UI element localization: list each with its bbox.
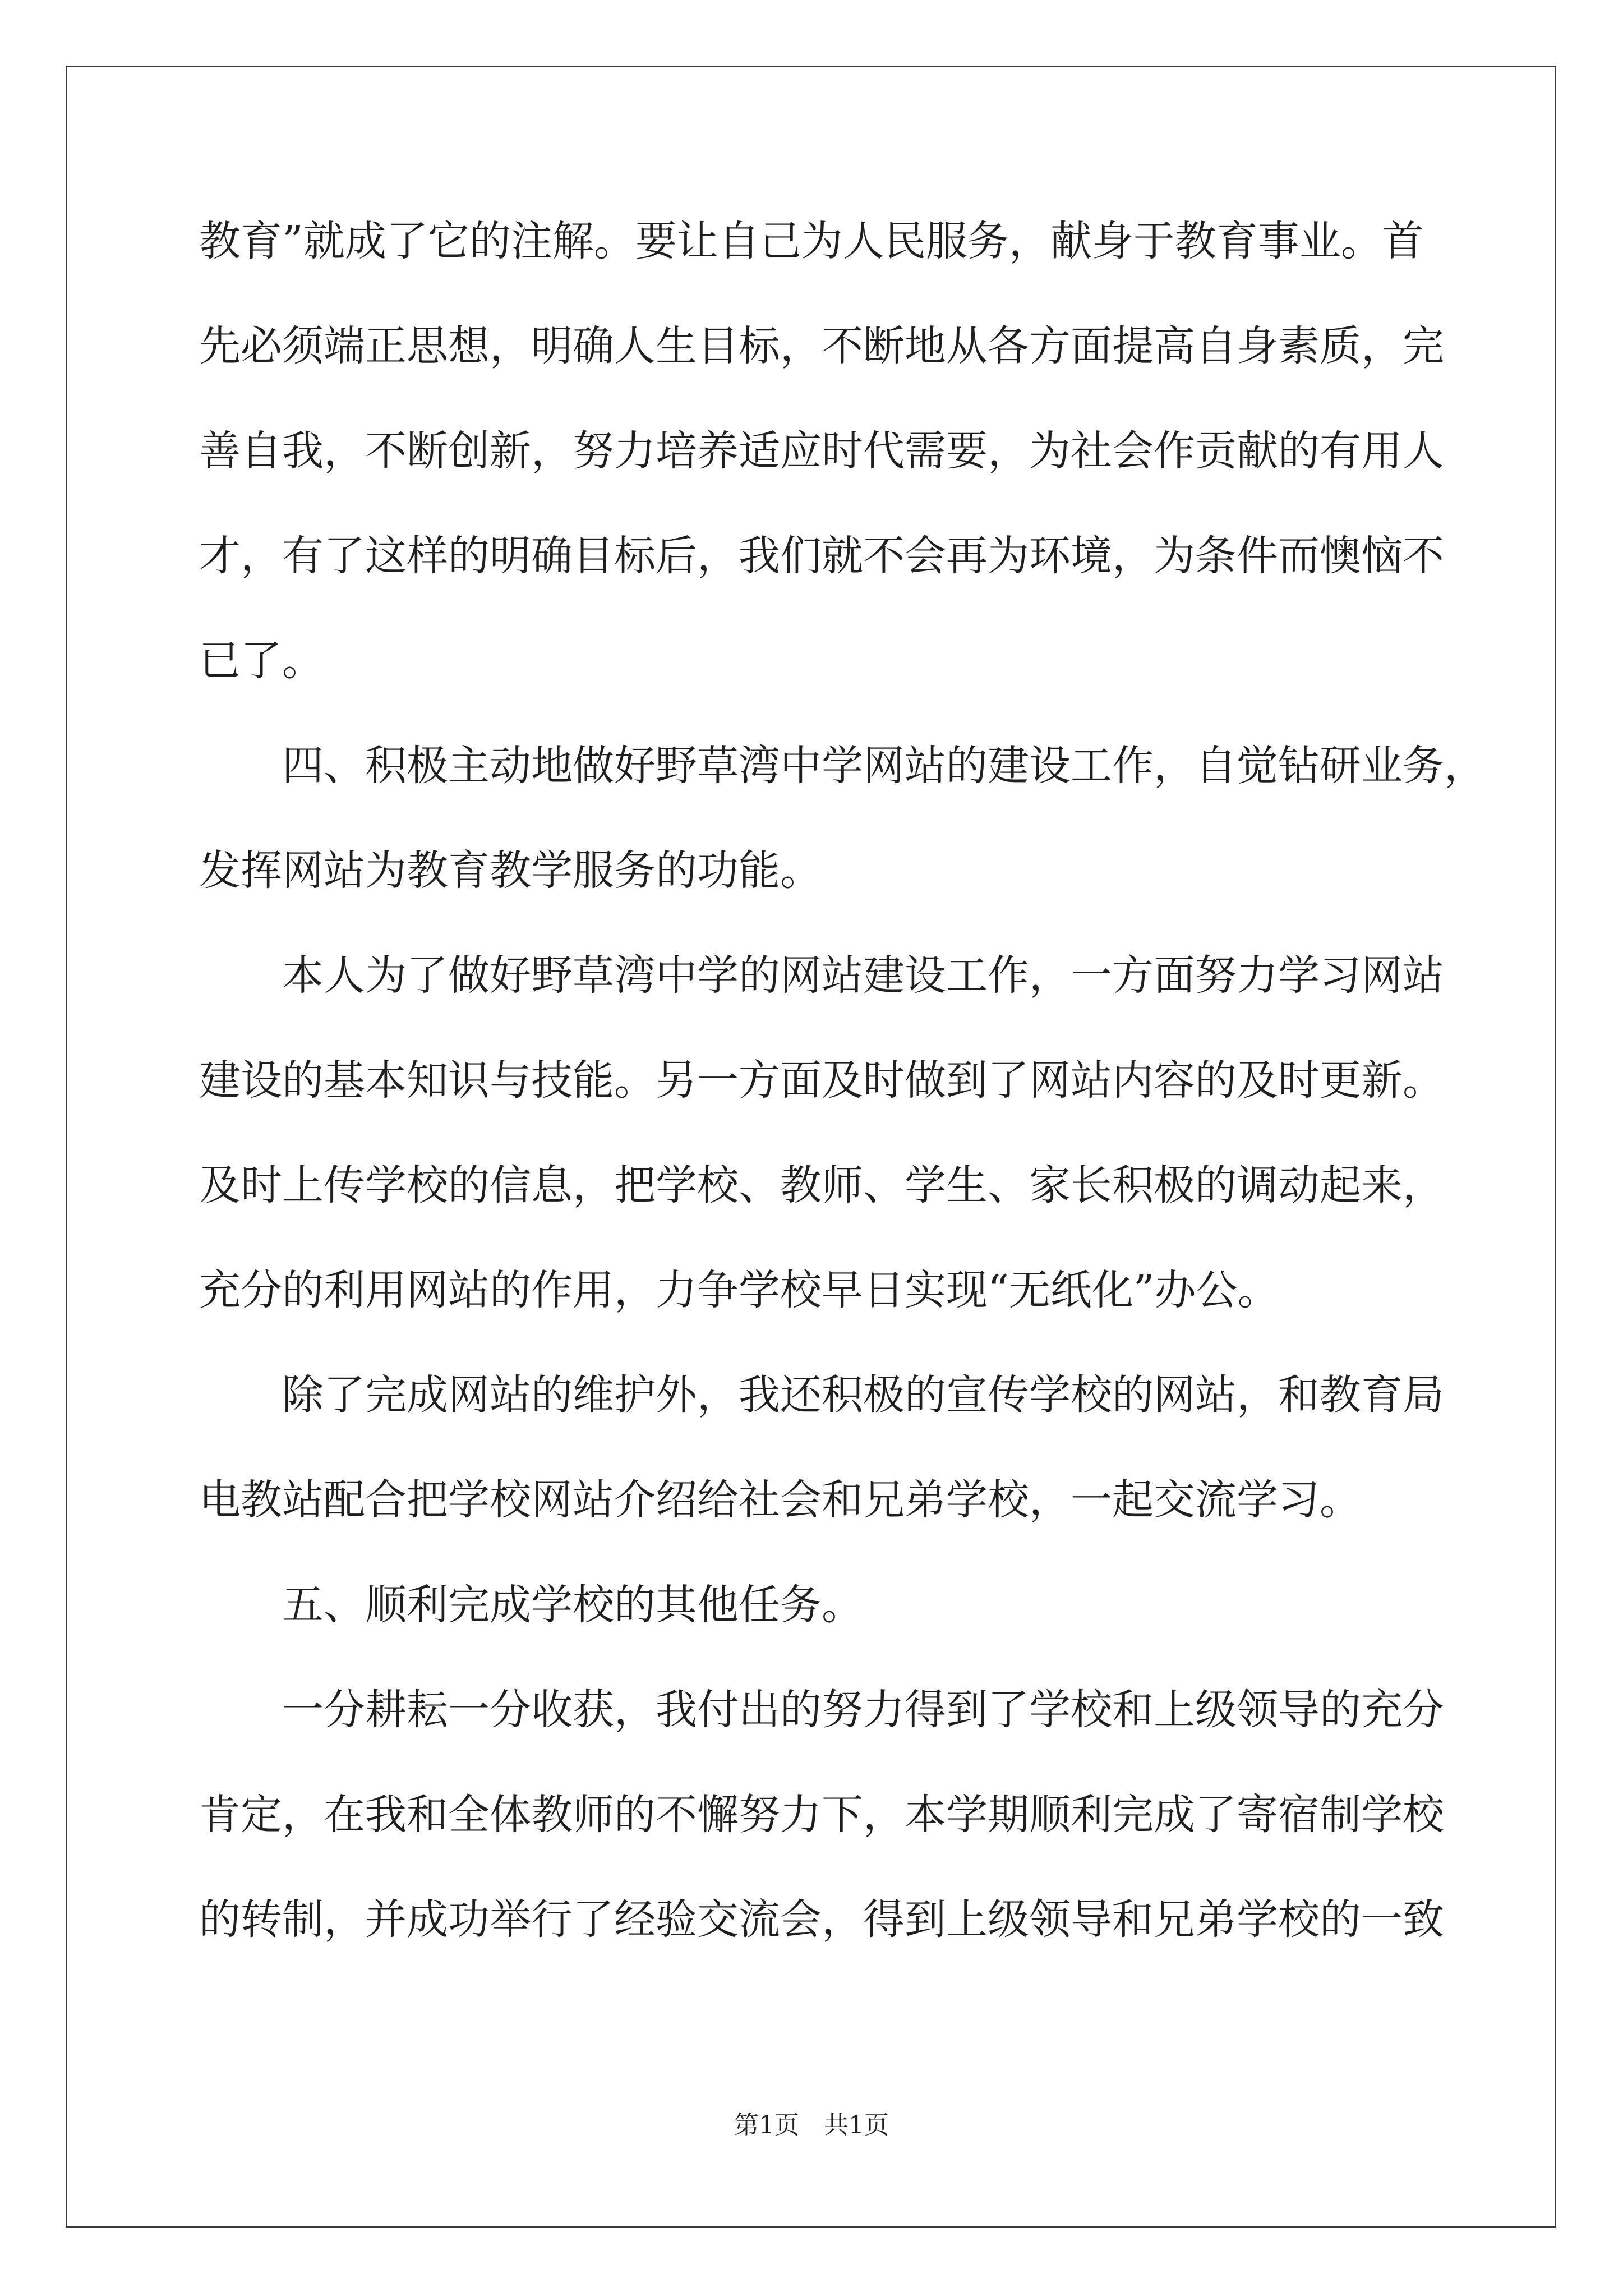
text-line: 发挥网站为教育教学服务的功能。	[199, 846, 822, 895]
text-line: 教育”就成了它的注解。要让自己为人民服务，献身于教育事业。首	[199, 217, 1424, 265]
text-line: 电教站配合把学校网站介绍给社会和兄弟学校，一起交流学习。	[199, 1476, 1361, 1524]
text-line: 善自我，不断创新，努力培养适应时代需要，为社会作贡献的有用人	[199, 427, 1444, 475]
text-line: 四、积极主动地做好野草湾中学网站的建设工作，自觉钻研业务，	[199, 742, 1486, 790]
text-line: 肯定，在我和全体教师的不懈努力下，本学期顺利完成了寄宿制学校	[199, 1791, 1444, 1839]
text-line: 先必须端正思想，明确人生目标，不断地从各方面提高自身素质，完	[199, 322, 1444, 370]
text-line: 本人为了做好野草湾中学的网站建设工作，一方面努力学习网站	[199, 951, 1444, 1000]
text-line: 充分的利用网站的作用，力争学校早日实现“无纸化”办公。	[199, 1266, 1279, 1314]
text-line: 建设的基本知识与技能。另一方面及时做到了网站内容的及时更新。	[199, 1056, 1444, 1105]
text-line: 除了完成网站的维护外，我还积极的宣传学校的网站，和教育局	[199, 1371, 1444, 1419]
text-line: 五、顺利完成学校的其他任务。	[199, 1581, 863, 1629]
text-line: 已了。	[199, 637, 324, 685]
text-line: 才，有了这样的明确目标后，我们就不会再为环境，为条件而懊恼不	[199, 532, 1444, 580]
text-line: 的转制，并成功举行了经验交流会，得到上级领导和兄弟学校的一致	[199, 1895, 1444, 1944]
text-line: 一分耕耘一分收获，我付出的努力得到了学校和上级领导的充分	[199, 1686, 1444, 1734]
page-footer: 第1页 共1页	[734, 2111, 889, 2139]
text-line: 及时上传学校的信息，把学校、教师、学生、家长积极的调动起来，	[199, 1161, 1444, 1209]
